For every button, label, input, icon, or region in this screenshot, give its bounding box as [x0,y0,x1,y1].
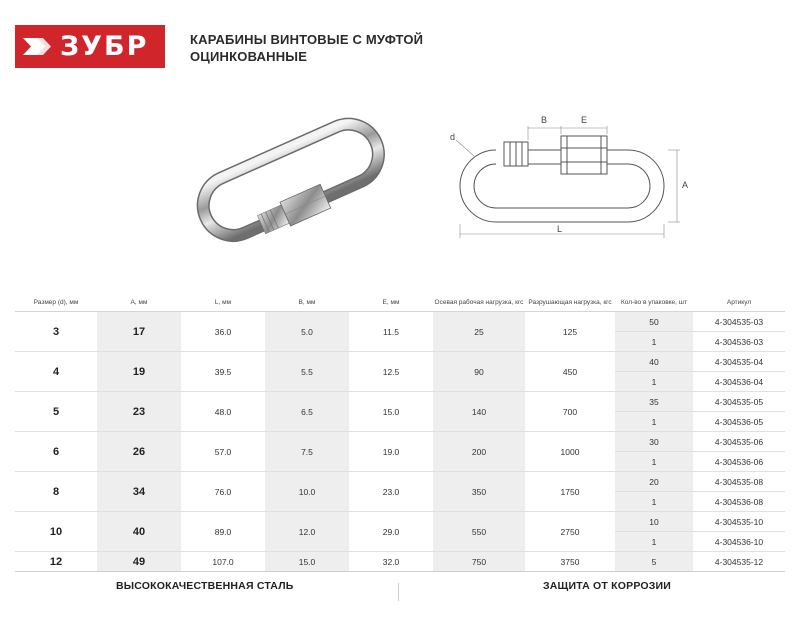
cell-a: 49 [97,552,181,572]
table-row [15,512,785,532]
cell-l: 107.0 [181,552,265,572]
cell-l: 48.0 [181,392,265,432]
header-l: L, мм [181,294,265,312]
cell-size: 6 [15,432,97,472]
cell-work-load: 350 [433,472,525,512]
cell-a: 40 [97,512,181,552]
cell-e: 15.0 [349,392,433,432]
cell-pack-qty: 1 [615,412,693,432]
cell-pack-qty: 5 [615,552,693,572]
cell-work-load: 140 [433,392,525,432]
cell-pack-qty: 35 [615,392,693,412]
cell-work-load: 750 [433,552,525,572]
product-title-line-2: ОЦИНКОВАННЫЕ [190,49,308,64]
cell-work-load: 25 [433,312,525,352]
cell-a: 19 [97,352,181,392]
cell-l: 57.0 [181,432,265,472]
cell-pack-qty: 10 [615,512,693,532]
cell-article: 4-304535-05 [693,392,785,412]
cell-b: 7.5 [265,432,349,472]
header-work-load: Осевая рабочая нагрузка, кгс [433,294,525,312]
header-a: A, мм [97,294,181,312]
cell-article: 4-304536-04 [693,372,785,392]
cell-a: 23 [97,392,181,432]
table-row [15,432,785,452]
spec-table [15,294,785,572]
cell-article: 4-304536-08 [693,492,785,512]
cell-work-load: 200 [433,432,525,472]
cell-article: 4-304536-05 [693,412,785,432]
label-e: E [581,115,588,125]
cell-pack-qty: 30 [615,432,693,452]
cell-break-load: 700 [525,392,615,432]
cell-article: 4-304535-04 [693,352,785,372]
cell-b: 6.5 [265,392,349,432]
cell-break-load: 3750 [525,552,615,572]
product-title [190,31,423,65]
cell-article: 4-304536-06 [693,452,785,472]
brand-arrow-icon [23,34,57,59]
table-row [15,312,785,332]
cell-article: 4-304535-03 [693,312,785,332]
carabiner-drawing [440,112,700,242]
cell-break-load: 2750 [525,512,615,552]
product-title-line-1: КАРАБИНЫ ВИНТОВЫЕ С МУФТОЙ [190,32,424,47]
brand-logo [15,25,165,68]
label-a: A [682,180,689,190]
cell-size: 5 [15,392,97,432]
header-b: B, мм [265,294,349,312]
cell-b: 12.0 [265,512,349,552]
cell-a: 34 [97,472,181,512]
cell-e: 29.0 [349,512,433,552]
cell-e: 12.5 [349,352,433,392]
cell-article: 4-304536-10 [693,532,785,552]
feature-steel: ВЫСОКОКАЧЕСТВЕННАЯ СТАЛЬ [116,580,294,592]
cell-e: 19.0 [349,432,433,472]
feature-corrosion: ЗАЩИТА ОТ КОРРОЗИИ [543,580,672,592]
label-d: d [450,132,456,142]
header-pack-qty: Кол-во в упаковке, шт [615,294,693,312]
cell-size: 10 [15,512,97,552]
label-l: L [557,224,563,234]
cell-article: 4-304535-12 [693,552,785,572]
cell-b: 15.0 [265,552,349,572]
cell-size: 12 [15,552,97,572]
cell-b: 5.0 [265,312,349,352]
cell-work-load: 550 [433,512,525,552]
cell-a: 17 [97,312,181,352]
cell-size: 4 [15,352,97,392]
cell-work-load: 90 [433,352,525,392]
cell-size: 8 [15,472,97,512]
cell-break-load: 1000 [525,432,615,472]
table-row [15,552,785,572]
cell-l: 76.0 [181,472,265,512]
label-b: B [541,115,548,125]
cell-e: 11.5 [349,312,433,352]
cell-pack-qty: 1 [615,372,693,392]
cell-article: 4-304536-03 [693,332,785,352]
header-e: E, мм [349,294,433,312]
header-article: Артикул [693,294,785,312]
table-row [15,352,785,372]
carabiner-photo [185,108,395,248]
cell-pack-qty: 40 [615,352,693,372]
cell-b: 10.0 [265,472,349,512]
cell-pack-qty: 1 [615,532,693,552]
cell-article: 4-304535-08 [693,472,785,492]
cell-pack-qty: 1 [615,452,693,472]
cell-l: 39.5 [181,352,265,392]
cell-pack-qty: 20 [615,472,693,492]
header-break-load: Разрушающая нагрузка, кгс [525,294,615,312]
cell-break-load: 125 [525,312,615,352]
cell-b: 5.5 [265,352,349,392]
cell-article: 4-304535-10 [693,512,785,532]
table-header-row [15,294,785,312]
cell-pack-qty: 1 [615,332,693,352]
brand-logo-text: ЗУБР [60,31,149,62]
cell-pack-qty: 50 [615,312,693,332]
cell-size: 3 [15,312,97,352]
cell-break-load: 1750 [525,472,615,512]
footer-divider [398,583,399,601]
header-size: Размер (d), мм [15,294,97,312]
cell-l: 36.0 [181,312,265,352]
cell-e: 23.0 [349,472,433,512]
table-row [15,472,785,492]
cell-l: 89.0 [181,512,265,552]
cell-e: 32.0 [349,552,433,572]
cell-article: 4-304535-06 [693,432,785,452]
cell-pack-qty: 1 [615,492,693,512]
cell-break-load: 450 [525,352,615,392]
table-row [15,392,785,412]
cell-a: 26 [97,432,181,472]
